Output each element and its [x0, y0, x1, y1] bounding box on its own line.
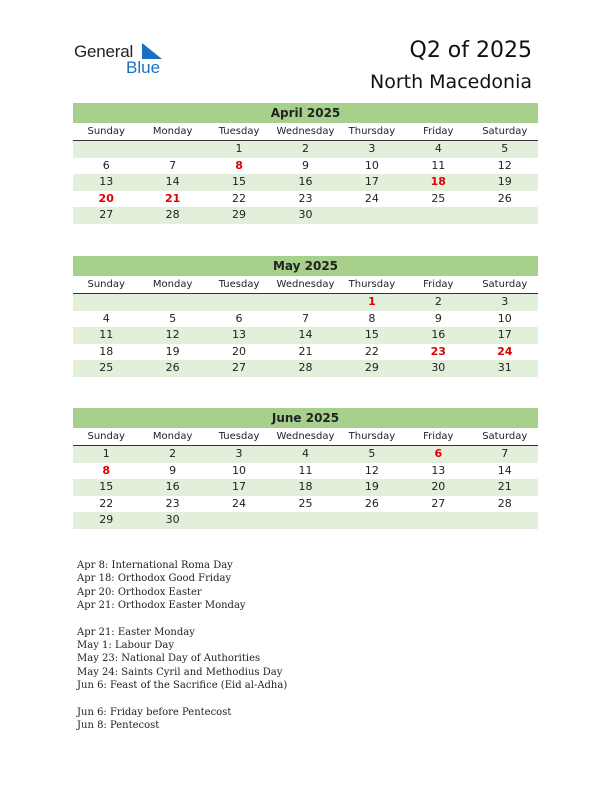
day-cell: 1 [368, 295, 376, 308]
weekday-label: Saturday [482, 126, 528, 137]
day-cell: 20 [431, 480, 446, 493]
page-title: Q2 of 2025 [409, 38, 532, 63]
day-cell: 7 [169, 158, 177, 172]
week-row [73, 191, 538, 208]
day-cell: 13 [99, 175, 114, 188]
empty-day-cell [339, 207, 405, 224]
day-cell: 17 [497, 328, 512, 341]
day-cell: 7 [501, 447, 509, 460]
week-row [73, 327, 538, 344]
weekday-header-row [73, 276, 538, 294]
day-cell: 13 [232, 328, 247, 341]
day-cell: 10 [232, 463, 247, 477]
weekday-label: Saturday [482, 431, 528, 442]
day-cell: 19 [364, 480, 379, 493]
month-calendar [73, 256, 538, 377]
month-header: May 2025 [73, 256, 538, 276]
day-cell: 30 [431, 361, 446, 374]
day-cell: 5 [501, 142, 509, 155]
holiday-note: Apr 20: Orthodox Easter [77, 586, 202, 598]
empty-day-cell [206, 512, 272, 529]
empty-day-cell [139, 141, 205, 158]
day-cell: 9 [169, 463, 177, 477]
empty-day-cell [405, 512, 471, 529]
day-cell: 10 [364, 158, 379, 172]
weekday-label: Wednesday [276, 279, 335, 290]
note-group-spacer [77, 613, 287, 626]
day-cell: 18 [99, 344, 114, 358]
day-cell: 10 [497, 311, 512, 325]
holiday-note: May 1: Labour Day [77, 639, 174, 651]
holiday-note: Apr 21: Easter Monday [77, 626, 195, 638]
day-cell: 20 [98, 191, 114, 205]
day-cell: 9 [301, 158, 309, 172]
weekday-label: Thursday [348, 126, 396, 137]
week-row [73, 344, 538, 361]
week-row [73, 294, 538, 311]
holiday-note: Jun 8: Pentecost [77, 719, 160, 731]
country-name: North Macedonia [369, 71, 532, 93]
holiday-note: Apr 18: Orthodox Good Friday [77, 573, 232, 585]
weekday-label: Wednesday [276, 431, 335, 442]
day-cell: 8 [368, 311, 376, 325]
day-cell: 15 [232, 175, 247, 188]
weekday-label: Sunday [87, 431, 125, 442]
day-cell: 5 [169, 311, 177, 325]
day-cell: 11 [298, 463, 313, 477]
month-calendar [73, 103, 538, 224]
day-cell: 24 [232, 496, 247, 510]
note-group-spacer [77, 693, 287, 706]
day-cell: 28 [497, 496, 512, 510]
week-row [73, 207, 538, 224]
week-row [73, 446, 538, 463]
day-cell: 27 [232, 361, 247, 374]
day-cell: 21 [298, 344, 313, 358]
empty-day-cell [472, 512, 538, 529]
day-cell: 28 [165, 208, 180, 221]
weekday-header-row [73, 123, 538, 141]
weekday-label: Friday [423, 279, 454, 290]
day-cell: 7 [301, 311, 309, 325]
week-row [73, 311, 538, 328]
empty-day-cell [206, 294, 272, 311]
month-header: April 2025 [73, 103, 538, 123]
week-row [73, 496, 538, 513]
week-row [73, 479, 538, 496]
day-cell: 12 [364, 463, 379, 477]
day-cell: 17 [232, 480, 247, 493]
day-cell: 1 [235, 142, 243, 155]
empty-day-cell [272, 512, 338, 529]
day-cell: 18 [430, 175, 446, 188]
day-cell: 8 [102, 463, 111, 477]
day-cell: 11 [431, 158, 446, 172]
weekday-label: Tuesday [218, 431, 260, 442]
day-cell: 13 [431, 463, 446, 477]
weekday-label: Sunday [87, 126, 125, 137]
day-cell: 23 [430, 344, 446, 358]
day-cell: 12 [497, 158, 512, 172]
day-cell: 24 [497, 344, 513, 358]
day-cell: 26 [165, 361, 180, 374]
weekday-label: Tuesday [218, 126, 260, 137]
empty-day-cell [272, 294, 338, 311]
day-cell: 25 [99, 361, 114, 374]
day-cell: 14 [298, 328, 313, 341]
day-cell: 25 [431, 191, 446, 205]
day-cell: 6 [102, 158, 110, 172]
day-cell: 9 [434, 311, 442, 325]
weekday-label: Sunday [87, 279, 125, 290]
day-cell: 6 [434, 447, 443, 460]
week-row [73, 158, 538, 175]
day-cell: 31 [497, 361, 512, 374]
day-cell: 21 [497, 480, 512, 493]
day-cell: 2 [301, 142, 309, 155]
weekday-label: Thursday [348, 279, 396, 290]
day-cell: 14 [497, 463, 512, 477]
day-cell: 23 [298, 191, 313, 205]
day-cell: 29 [99, 513, 114, 526]
day-cell: 28 [298, 361, 313, 374]
logo-blue-text: Blue [126, 58, 161, 77]
holiday-note: Apr 8: International Roma Day [77, 560, 233, 571]
day-cell: 17 [364, 175, 379, 188]
day-cell: 20 [232, 344, 247, 358]
day-cell: 27 [99, 208, 114, 221]
day-cell: 4 [434, 142, 442, 155]
day-cell: 23 [165, 496, 180, 510]
day-cell: 12 [165, 328, 180, 341]
empty-day-cell [73, 294, 139, 311]
month-header: June 2025 [73, 408, 538, 428]
empty-day-cell [405, 207, 471, 224]
day-cell: 3 [368, 142, 376, 155]
weekday-label: Monday [152, 431, 193, 442]
week-row [73, 141, 538, 158]
holiday-note: Apr 21: Orthodox Easter Monday [77, 600, 246, 612]
day-cell: 27 [431, 496, 446, 510]
week-row [73, 463, 538, 480]
day-cell: 8 [235, 158, 243, 172]
day-cell: 29 [232, 208, 247, 221]
day-cell: 3 [501, 295, 509, 308]
weekday-label: Wednesday [276, 126, 335, 137]
day-cell: 16 [298, 175, 313, 188]
day-cell: 22 [364, 344, 379, 358]
month-calendar [73, 408, 538, 529]
weekday-label: Monday [152, 126, 193, 137]
day-cell: 5 [368, 447, 376, 460]
day-cell: 22 [232, 191, 247, 205]
day-cell: 24 [364, 191, 379, 205]
day-cell: 2 [169, 447, 177, 460]
day-cell: 3 [235, 447, 243, 460]
empty-day-cell [472, 207, 538, 224]
empty-day-cell [73, 141, 139, 158]
day-cell: 15 [99, 480, 114, 493]
empty-day-cell [339, 512, 405, 529]
logo-flag-icon [142, 43, 164, 59]
day-cell: 26 [497, 191, 512, 205]
day-cell: 19 [165, 344, 180, 358]
empty-day-cell [139, 294, 205, 311]
day-cell: 4 [301, 447, 309, 460]
day-cell: 19 [497, 175, 512, 188]
logo [74, 42, 161, 77]
weekday-label: Friday [423, 126, 454, 137]
holiday-note: May 23: National Day of Authorities [77, 653, 261, 665]
day-cell: 26 [364, 496, 379, 510]
day-cell: 21 [164, 191, 181, 205]
weekday-label: Saturday [482, 279, 528, 290]
weekday-label: Monday [152, 279, 193, 290]
weekday-label: Thursday [348, 431, 396, 442]
day-cell: 16 [165, 480, 180, 493]
logo-general-text: General [74, 42, 134, 61]
day-cell: 29 [364, 361, 379, 374]
holiday-note: Jun 6: Feast of the Sacrifice (Eid al-Adha) [77, 680, 288, 692]
day-cell: 30 [298, 208, 313, 221]
day-cell: 16 [431, 328, 446, 341]
day-cell: 1 [102, 447, 110, 460]
week-row [73, 512, 538, 529]
week-row [73, 360, 538, 377]
day-cell: 18 [298, 480, 313, 493]
weekday-header-row [73, 428, 538, 446]
day-cell: 22 [99, 496, 114, 510]
day-cell: 6 [235, 311, 243, 325]
day-cell: 15 [364, 328, 379, 341]
weekday-label: Friday [423, 431, 454, 442]
holiday-notes [77, 559, 287, 732]
holiday-note: Jun 6: Friday before Pentecost [77, 706, 232, 718]
day-cell: 2 [434, 295, 442, 308]
week-row [73, 174, 538, 191]
day-cell: 4 [102, 311, 110, 325]
day-cell: 14 [165, 175, 180, 188]
day-cell: 30 [165, 513, 180, 526]
weekday-label: Tuesday [218, 279, 260, 290]
holiday-note: May 24: Saints Cyril and Methodius Day [77, 666, 283, 678]
day-cell: 25 [298, 496, 313, 510]
day-cell: 11 [99, 328, 114, 341]
